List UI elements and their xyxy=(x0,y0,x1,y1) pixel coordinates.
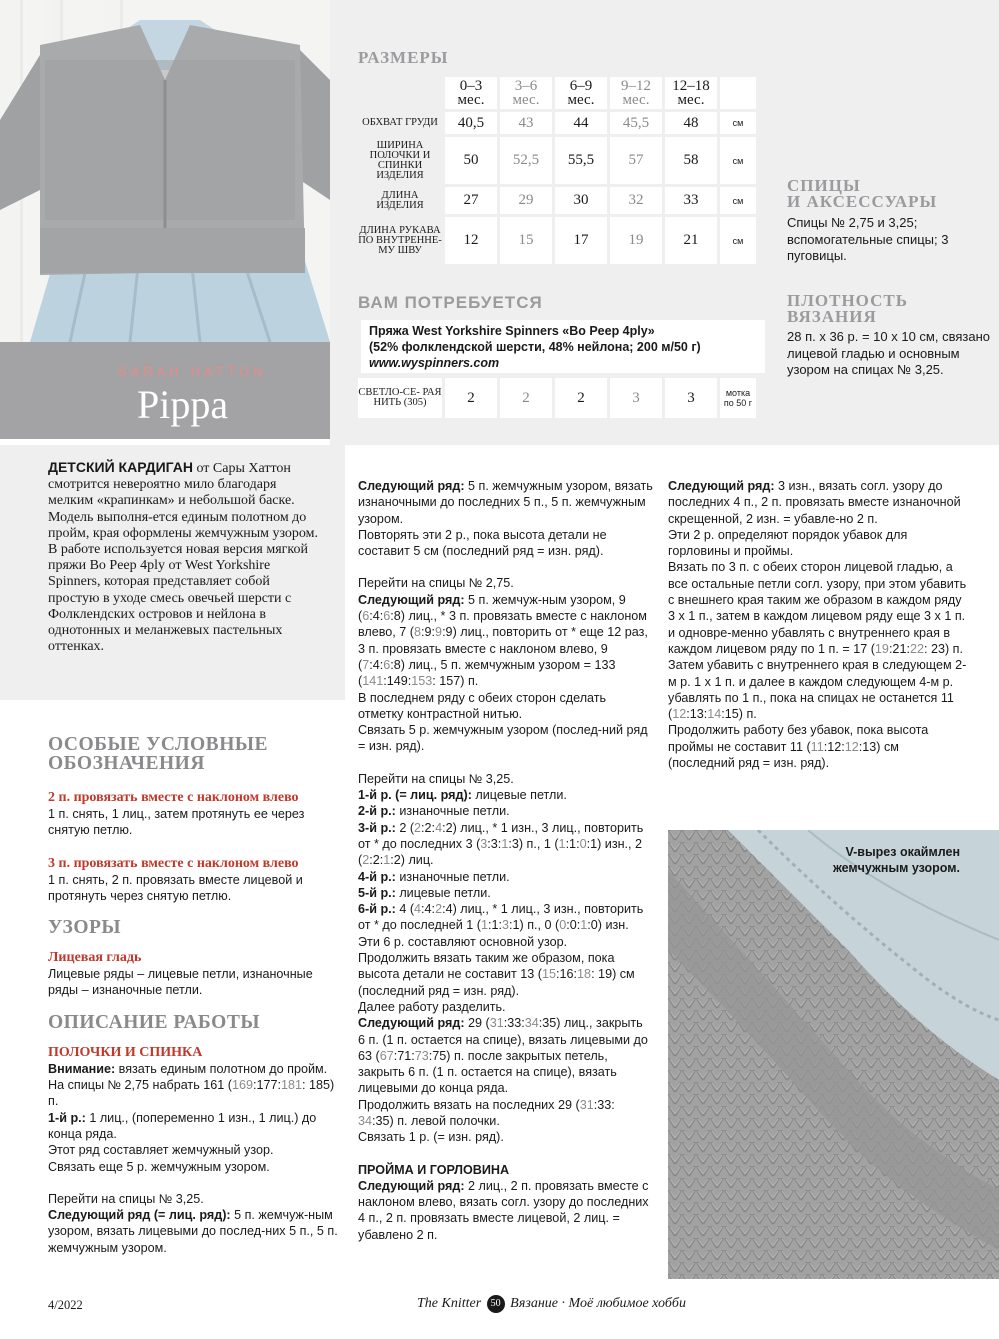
yarn-line1: Пряжа West Yorkshire Spinners «Bo Peep 4ply» xyxy=(369,324,655,338)
intro-text xyxy=(48,459,323,655)
table-cell: 29 xyxy=(500,187,552,214)
table-cell: 2 xyxy=(445,378,497,418)
table-cell: 45,5 xyxy=(610,112,662,134)
table-cell: 30 xyxy=(555,187,607,214)
intro-lead: ДЕТСКИЙ КАРДИГАН xyxy=(48,459,193,475)
page-number: 50 xyxy=(487,1295,505,1313)
tools-text: Спицы № 2,75 и 3,25; вспомогательные спицы; 3 пуговицы. xyxy=(787,215,949,263)
cardigan-photo xyxy=(0,0,330,342)
yarn-color-label: СВЕТЛО-СЕ- РАЯ НИТЬ (305) xyxy=(358,378,442,418)
table-cell: 3 xyxy=(610,378,662,418)
yarn-quantity-table xyxy=(355,375,759,421)
table-cell: 50 xyxy=(445,137,497,184)
yarn-line2: (52% фолклендской шерсти, 48% нейлона; 200 м/50 г) xyxy=(369,340,701,354)
table-cell: 40,5 xyxy=(445,112,497,134)
footer xyxy=(417,1295,686,1313)
tools-heading-line1: СПИЦЫ xyxy=(787,176,861,195)
row-label-chest: ОБХВАТ ГРУДИ xyxy=(362,117,438,128)
tools-heading xyxy=(787,178,937,210)
abbrev-def: 1 п. снять, 1 лиц., затем протянуть ее через снятую петлю. xyxy=(48,807,305,838)
tools-heading-line2: И АКСЕССУАРЫ xyxy=(787,192,938,211)
unit-cell: см xyxy=(720,112,756,134)
sizes-table xyxy=(355,74,759,267)
table-cell: 2 xyxy=(500,378,552,418)
row-label-length: ДЛИНА ИЗДЕЛИЯ xyxy=(376,189,424,211)
yarn-website: www.wyspinners.com xyxy=(369,356,500,370)
table-cell: 33 xyxy=(665,187,717,214)
issue-number: 4/2022 xyxy=(48,1298,83,1312)
photo-caption: V-вырез окаймлен жемчужным узором. xyxy=(832,845,960,875)
abbrev-term: 2 п. провязать вместе с наклоном влево xyxy=(48,790,299,805)
pattern-term: Лицевая гладь xyxy=(48,950,142,966)
column-3: Следующий ряд: 3 изн., вязать согл. узору до последних 4 п., 2 п. провязать вместе изнаночной скрещенной, 2 изн. = убавле-но 2 п. Эти 2 р. определяют порядок убавок для горловины и проймы. Вязать по 3 п. с обеих сторон лицевой гладью, а все остальные петли согл. узору, при этом убавить с внешнего края таким же образом в каждом ряду 3 х 1 п., затем в каждом лицевом ряду еще 3 х 1 п. и одновре-менно убавлять с внутреннего края в каждом лицевом ряду по 1 п. = 17 (19:21:22: 23) п. Затем убавить с внутреннего края в следующем 2-м р. 1 х 1 п. и далее в каждом следующем 4-м р. убавлять по 1 п., пока на спицах не останется 11 (12:13:14:15) п. Продолжить работу без убавок, пока высота проймы не составит 11 (11:12:12:13) см (последний ряд = изн. ряд). xyxy=(668,479,967,771)
table-cell: 57 xyxy=(610,137,662,184)
magazine-name: The Knitter xyxy=(417,1296,482,1312)
unit-cell: см xyxy=(720,217,756,264)
size-col-3: 9–12 мес. xyxy=(610,77,662,109)
unit-cell: см xyxy=(720,187,756,214)
abbrev-term: 3 п. провязать вместе с наклоном влево xyxy=(48,855,299,871)
table-cell: 3 xyxy=(665,378,717,418)
abbrev-heading: ОСОБЫЕ УСЛОВНЫЕ ОБОЗНАЧЕНИЯ xyxy=(48,734,269,774)
table-cell: 44 xyxy=(555,112,607,134)
pattern-title: Pippa xyxy=(137,382,229,427)
magazine-subtitle: Вязание · Моё любимое хобби xyxy=(510,1296,686,1312)
detail-photo xyxy=(668,830,999,1279)
pattern-def: Лицевые ряды – лицевые петли, изнаночные ряды – изнаночные петли. xyxy=(48,967,313,998)
size-col-4: 12–18 мес. xyxy=(665,77,717,109)
size-col-2: 6–9 мес. xyxy=(555,77,607,109)
work-text: Внимание: вязать единым полотном до пройм. На спицы № 2,75 набрать 161 (169:177:181: 185) п. 1-й р.: 1 лиц., (попеременно 1 изн., 1 лиц.) до конца ряда. Этот ряд составляет жемчужный узор. Связать еще 5 р. жемчужным узором. Перейти на спицы № 3,25. Следующий ряд (= лиц. ряд): 5 п. жемчуж-ным узором, вязать лицевыми до послед-них 5 п., 5 п. жемчужным узором. xyxy=(48,1061,338,1255)
table-cell: 12 xyxy=(445,217,497,264)
gauge-heading-line1: ПЛОТНОСТЬ xyxy=(787,291,908,310)
table-cell: 21 xyxy=(665,217,717,264)
intro-body: от Сары Хаттон смотрится невероятно мило благодаря мелким «крапинкам» и небольшой баске. Модель выполня-ется единым полотном до пройм, края оформлены жемчужным узором. В работе используется новая версия мягкой пряжи Bo Peep 4ply от West Yorkshire Spinners, которая представляет собой простую в уходе смесь овечьей шерсти с Фолклендских островов и нейлона в однотонных и меланжевых пастельных оттенках. xyxy=(48,461,319,655)
size-col-0: 0–3 мес. xyxy=(445,77,497,109)
gauge-heading-line2: ВЯЗАНИЯ xyxy=(787,307,877,326)
table-cell: 43 xyxy=(500,112,552,134)
table-cell: 15 xyxy=(500,217,552,264)
table-cell: 55,5 xyxy=(555,137,607,184)
table-cell: 52,5 xyxy=(500,137,552,184)
unit-cell: мотка по 50 г xyxy=(720,378,756,418)
size-col-1: 3–6 мес. xyxy=(500,77,552,109)
column-1 xyxy=(48,735,343,1256)
row-label-sleeve: ДЛИНА РУКАВА ПО ВНУТРЕННЕ-МУ ШВУ xyxy=(358,224,442,256)
materials-heading: ВАМ ПОТРЕБУЕТСЯ xyxy=(358,293,543,312)
table-cell: 17 xyxy=(555,217,607,264)
abbrev-def: 1 п. снять, 2 п. провязать вместе лицевой и протянуть через снятую петлю. xyxy=(48,872,303,903)
table-cell: 19 xyxy=(610,217,662,264)
table-cell: 2 xyxy=(555,378,607,418)
work-subheading: ПОЛОЧКИ И СПИНКА xyxy=(48,1044,203,1060)
table-cell: 58 xyxy=(665,137,717,184)
sizes-heading: РАЗМЕРЫ xyxy=(358,48,449,67)
row-label-width: ШИРИНА ПОЛОЧКИ И СПИНКИ ИЗДЕЛИЯ xyxy=(369,139,431,181)
gauge-heading xyxy=(787,293,908,325)
table-cell: 48 xyxy=(665,112,717,134)
gauge-text: 28 п. х 36 р. = 10 х 10 см, связано лицевой гладью и основным узором на спицах № 3,25. xyxy=(787,329,990,377)
armhole-heading: ПРОЙМА И ГОРЛОВИНА xyxy=(358,1162,510,1177)
patterns-heading: УЗОРЫ xyxy=(48,917,122,939)
work-heading: ОПИСАНИЕ РАБОТЫ xyxy=(48,1011,260,1033)
column-2: Следующий ряд: 5 п. жемчужным узором, вязать изнаночными до последних 5 п., 5 п. жемчужным узором. Повторять эти 2 р., пока высота детали не составит 5 см (последний ряд = изн. ряд). Перейти на спицы № 2,75. Следующий ряд: 5 п. жемчуж-ным узором, 9 (6:4:6:8) лиц., * 3 п. провязать вместе с наклоном влево, 7 (8:9:9:9) лиц., повторить от * еще 12 раз, 3 п. провязать вместе с наклоном влево, 9 (7:4:6:8) лиц., 5 п. жемчужным узором = 133 (141:149:153: 157) п. В последнем ряду с обеих сторон сделать отметку контрастной нитью. Связать 5 р. жемчужным узором (послед-ний ряд = изн. ряд). Перейти на спицы № 3,25. 1-й р. (= лиц. ряд): лицевые петли. 2-й р.: изнаночные петли. 3-й р.: 2 (2:2:4:2) лиц., * 1 изн., 3 лиц., повторить от * до последних 3 (3:3:1:3) п., 1 (1:1:0:1) изн., 2 (2:2:1:2) лиц. 4-й р.: изнаночные петли. 5-й р.: лицевые петли. 6-й р.: 4 (4:4:2:4) лиц., * 1 лиц., 3 изн., повторить от * до последней 1 (1:1:3:1) п., 0 (0:0:1:0) изн. Эти 6 р. составляют основной узор. Продолжить вязать таким же образом, пока высота детали не составит 13 (15:16:18: 19) см (последний ряд = изн. ряд). Далее работу разделить. Следующий ряд: 29 (31:33:34:35) лиц., закрыть 6 п. (1 п. остается на спице), вязать лицевыми до 63 (67:71:73:75) п. после закрытых петель, закрыть 6 п. (1 п. остается на спице), вязать лицевыми до конца ряда. Продолжить вязать на последних 29 (31:33: 34:35) п. левой полочки. Связать 1 р. (= изн. ряд). ПРОЙМА И ГОРЛОВИНА Следующий ряд: 2 лиц., 2 п. провязать вместе с наклоном влево, вязать согл. узору до последних 4 п., 2 п. провязать вместе лицевой, 2 лиц. = убавлено 2 п. xyxy=(358,479,653,1242)
unit-cell: см xyxy=(720,137,756,184)
designer-name: SARAH HATTON xyxy=(118,364,267,379)
table-cell: 27 xyxy=(445,187,497,214)
yarn-box xyxy=(361,320,765,373)
table-cell: 32 xyxy=(610,187,662,214)
